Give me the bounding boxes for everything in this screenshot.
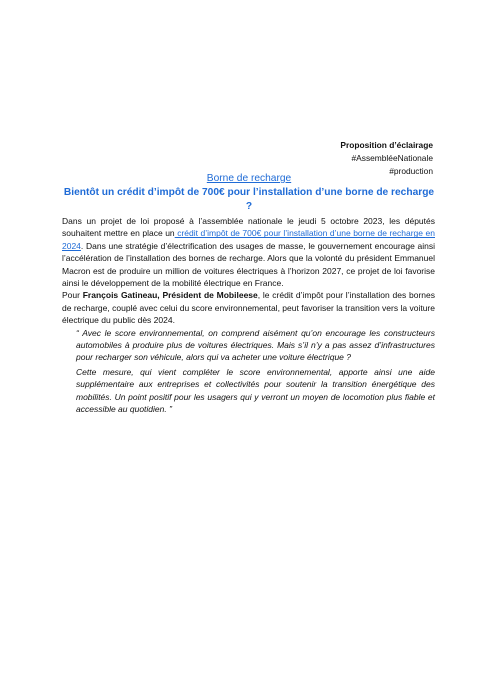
- meta-label: Proposition d’éclairage: [340, 140, 433, 150]
- speaker-name: François Gatineau, Président de Mobileese: [82, 290, 258, 301]
- credit-impot-link[interactable]: crédit d’impôt de 700€ pour l’installation d’une borne de recharge en 2024: [62, 228, 435, 251]
- paragraph-gatineau: [62, 289, 435, 326]
- paragraph-intro-rest: . Dans une stratégie d’électrification des usages de masse, le gouvernement encourage ainsi l’accélération de l’installation des bornes de recharge. Alors que la volonté du président Emmanuel Macron est de produire un million de voitures électriques à l’horizon 2027, ce projet de loi favorise ainsi le développement de la mobilité électrique en France.: [62, 240, 435, 289]
- article-kicker: Borne de recharge: [206, 173, 292, 184]
- article-body: [62, 215, 435, 416]
- article-heading: [62, 172, 436, 214]
- meta-hashtag-production: #production: [389, 166, 433, 176]
- quote-paragraph-1: “ Avec le score environnemental, on comprend aisément qu’on encourage les constructeurs automobiles à produire plus de voitures électriques. Mais s’il n’y a pas assez d’infrastructures pour recharger son véhicule, alors qui va acheter une voiture électrique ?: [76, 327, 435, 363]
- paragraph-gatineau-rest: , le crédit d’impôt pour l’installation des bornes de recharge, couplé avec celui du score environnemental, peut favoriser la transition vers la voiture électrique du public dès 2024.: [62, 290, 435, 326]
- quotation: [62, 327, 435, 416]
- paragraph-intro: [62, 215, 435, 289]
- meta-hashtag-assemblee: #AssembléeNationale: [351, 153, 433, 163]
- paragraph-intro-text: Dans un projet de loi proposé à l’assemblée nationale le jeudi 5 octobre 2023, les députés souhaitent mettre en place un: [62, 216, 435, 239]
- paragraph-gatineau-intro: Pour: [62, 290, 83, 301]
- quote-paragraph-2: Cette mesure, qui vient compléter le score environnemental, apporte ainsi une aide supplémentaire aux entreprises et collectivités pour soutenir la transition énergétique des mobilités. Un point positif pour les usagers qui y verront un moyen de locomotion plus fiable et accessible au quotidien. ”: [76, 366, 435, 415]
- article-title: Bientôt un crédit d’impôt de 700€ pour l’installation d’une borne de recharge ?: [63, 187, 435, 212]
